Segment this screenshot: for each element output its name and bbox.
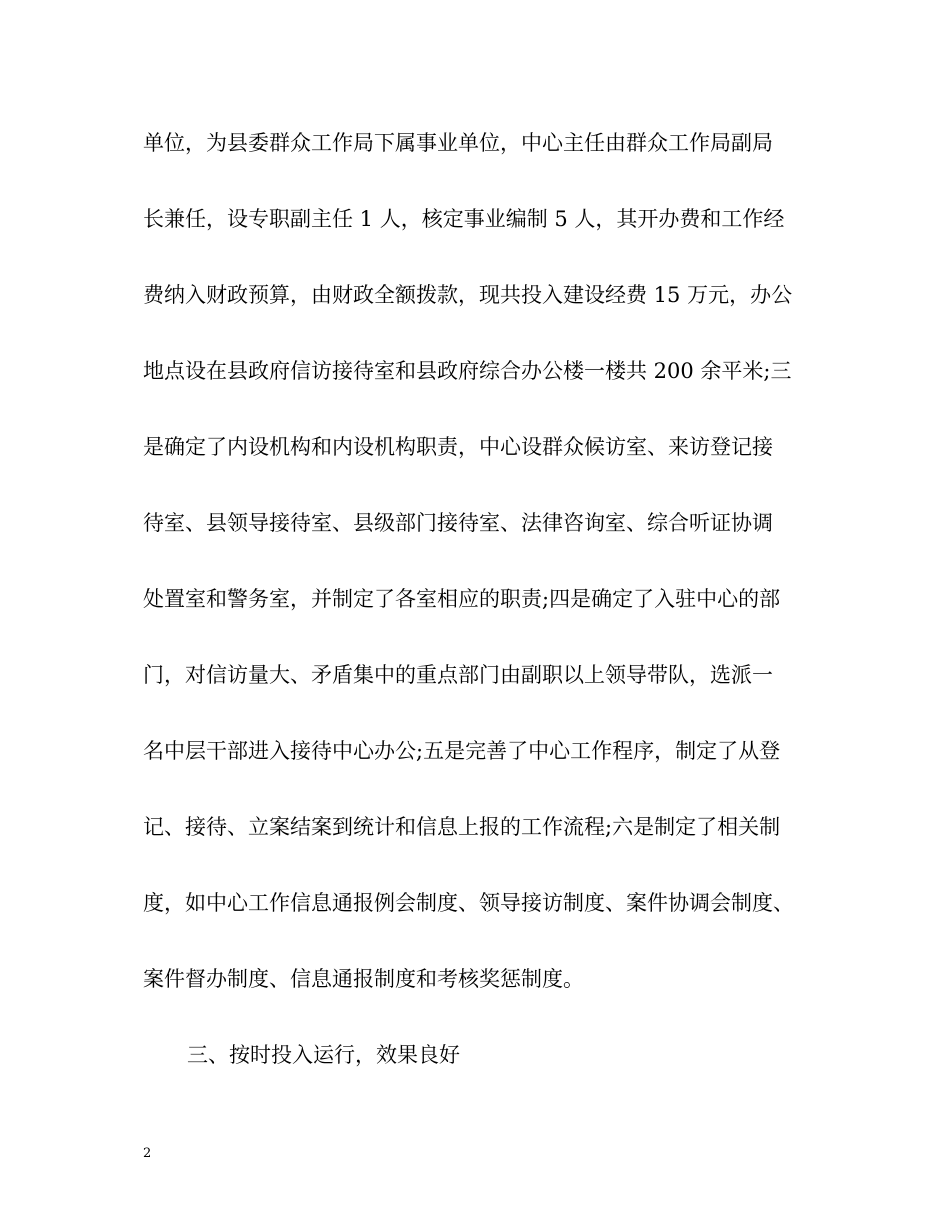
body-text-line-4: 地点设在县政府信访接待室和县政府综合办公楼一楼共 200 余平米;三 [143, 359, 792, 383]
body-text-line-3: 费纳入财政预算，由财政全额拨款，现共投入建设经费 15 万元，办公 [143, 283, 793, 307]
body-text-line-2: 长兼任，设专职副主任 1 人，核定事业编制 5 人，其开办费和工作经 [143, 207, 785, 231]
body-text-line-12: 案件督办制度、信息通报制度和考核奖惩制度。 [143, 967, 584, 991]
body-text-line-7: 处置室和警务室，并制定了各室相应的职责;四是确定了入驻中心的部 [143, 587, 781, 611]
body-text-line-9: 名中层干部进入接待中心办公;五是完善了中心工作程序，制定了从登 [143, 739, 781, 763]
body-text-line-8: 门，对信访量大、矛盾集中的重点部门由副职以上领导带队，选派一 [143, 663, 773, 687]
body-text-line-1: 单位，为县委群众工作局下属事业单位，中心主任由群众工作局副局 [143, 131, 773, 155]
body-text-line-11: 度，如中心工作信息通报例会制度、领导接访制度、案件协调会制度、 [143, 891, 794, 915]
page-number: 2 [143, 1146, 152, 1161]
section-heading: 三、按时投入运行，效果良好 [187, 1043, 460, 1067]
body-text-line-10: 记、接待、立案结案到统计和信息上报的工作流程;六是制定了相关制 [143, 815, 781, 839]
body-text-line-5: 是确定了内设机构和内设机构职责，中心设群众候访室、来访登记接 [143, 435, 773, 459]
body-text-line-6: 待室、县领导接待室、县级部门接待室、法律咨询室、综合听证协调 [143, 511, 773, 535]
